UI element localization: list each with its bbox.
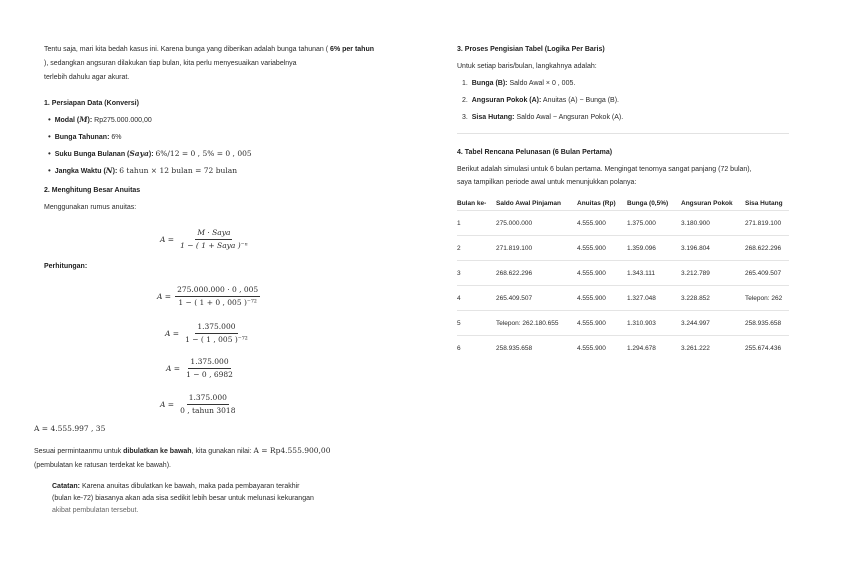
table-cell: 275.000.000: [496, 211, 577, 236]
list-item: • Modal (M): Rp275.000.000,00: [48, 115, 152, 124]
list-item: 1. Bunga (B): Saldo Awal × 0 , 005.: [462, 80, 576, 87]
list-item: • Suku Bunga Bulanan (Saya): 6%/12 = 0 , 5% = 0 , 005: [48, 149, 252, 158]
table-cell: 258.935.658: [745, 311, 789, 336]
step-2: A = $\frac{1.375.000}{\text{1 − ( 1 , 005 )⁻⁷²}}$: [165, 322, 248, 344]
table-cell: 1.310.903: [627, 311, 681, 336]
table-cell: 1.375.000: [627, 211, 681, 236]
perhitungan-label: Perhitungan:: [44, 263, 88, 270]
table-cell: 4.555.900: [577, 261, 627, 286]
table-row: [457, 211, 789, 236]
section-divider: [457, 133, 789, 134]
list-item: • Jangka Waktu (N): 6 tahun × 12 bulan = 72 bulan: [48, 166, 238, 175]
table-cell: 3.196.804: [681, 236, 745, 261]
table-cell: 258.935.658: [496, 336, 577, 361]
table-cell: 4.555.900: [577, 311, 627, 336]
table-row: [457, 261, 789, 286]
table-cell: 255.674.436: [745, 336, 789, 361]
table-row: [457, 286, 789, 311]
table-cell: 4.555.900: [577, 211, 627, 236]
loan-table-container[interactable]: [457, 196, 789, 360]
table-row: [457, 236, 789, 261]
table-cell: 1: [457, 211, 496, 236]
section4-title: 4. Tabel Rencana Pelunasan (6 Bulan Pertama): [457, 149, 613, 156]
loan-table: [457, 196, 789, 360]
intro-text-1: Tentu saja, mari kita bedah kasus ini. Karena bunga yang diberikan adalah bunga tahunan (: [44, 46, 329, 53]
col-header: Saldo Awal Pinjaman: [496, 199, 562, 207]
table-cell: 1.343.111: [627, 261, 681, 286]
col-header: Bulan ke-: [457, 199, 487, 207]
table-cell: 271.819.100: [745, 211, 789, 236]
section2-title: 2. Menghitung Besar Anuitas: [44, 187, 141, 194]
table-cell: 1.294.678: [627, 336, 681, 361]
table-row: [457, 336, 789, 361]
intro-text-2: ), sedangkan angsuran dilakukan tiap bulan, kita perlu menyesuaikan variabelnya: [44, 60, 297, 67]
table-cell: 271.819.100: [496, 236, 577, 261]
list-item: • Bunga Tahunan: 6%: [48, 132, 122, 141]
section1-title: 1. Persiapan Data (Konversi): [44, 100, 139, 107]
intro-text-3: terlebih dahulu agar akurat.: [44, 74, 130, 81]
section4-desc: Berikut adalah simulasi untuk 6 bulan pertama. Mengingat tenornya sangat panjang (72 bulan), saya tampilkan periode awal untuk menunjukkan polanya:: [457, 166, 752, 186]
table-cell: 4.555.900: [577, 336, 627, 361]
list-item: 2. Angsuran Pokok (A): Anuitas (A) − Bunga (B).: [462, 97, 619, 104]
anuitas-result: A = 4.555.997 , 35: [34, 424, 106, 433]
table-cell: 3.228.852: [681, 286, 745, 311]
step-4: A = $\frac{1.375.000}{\text{0 , tahun 3018}}$: [160, 393, 236, 415]
section3-desc: Untuk setiap baris/bulan, langkahnya adalah:: [457, 63, 597, 70]
table-cell: 5: [457, 311, 496, 336]
list-item: 3. Sisa Hutang: Saldo Awal − Angsuran Pokok (A).: [462, 114, 624, 121]
table-cell: Telepon: 262.180.655: [496, 311, 577, 336]
section1-list: [48, 114, 368, 182]
table-cell: 4: [457, 286, 496, 311]
table-cell: 3.244.997: [681, 311, 745, 336]
table-cell: 268.622.296: [745, 236, 789, 261]
rounding-paragraph: Sesuai permintaanmu untuk dibulatkan ke bawah, kita gunakan nilai: A = Rp4.555.900,00 (pembulatan ke ratusan terdekat ke bawah).: [34, 446, 331, 469]
table-cell: 3.261.222: [681, 336, 745, 361]
note-label: Catatan:: [52, 483, 81, 490]
table-cell: 3: [457, 261, 496, 286]
table-cell: 268.622.296: [496, 261, 577, 286]
step-1: A = $\frac{275.000.000 \cdot 0 , 005}{\text{1 − ( 1 + 0 , 005 )⁻⁷²}}$: [157, 285, 259, 307]
table-cell: 1.327.048: [627, 286, 681, 311]
col-header: Sisa Hutang: [745, 199, 783, 207]
table-cell: 4.555.900: [577, 236, 627, 261]
table-header-row: [457, 196, 789, 211]
section3-title: 3. Proses Pengisian Tabel (Logika Per Baris): [457, 46, 605, 53]
anuitas-formula: A = $\frac{\text{M · Saya}}{\text{1 − ( 1 + Saya )⁻ⁿ}}$: [160, 228, 248, 250]
table-cell: 1.359.096: [627, 236, 681, 261]
note-block: Catatan: Karena anuitas dibulatkan ke bawah, maka pada pembayaran terakhir (bulan ke-72) biasanya akan ada sisa sedikit lebih besar untuk melunasi kekurangan akibat pembulatan tersebut.: [52, 483, 314, 514]
intro-paragraph: [44, 44, 394, 83]
table-cell: 4.555.900: [577, 286, 627, 311]
step-3: A = $\frac{1.375.000}{1 - 0 , 6982}$: [166, 357, 233, 379]
table-cell: 265.409.507: [496, 286, 577, 311]
table-cell: 265.409.507: [745, 261, 789, 286]
intro-bold: 6% per tahun: [330, 46, 374, 53]
col-header: Bunga (0,5%): [627, 199, 669, 207]
col-header: Angsuran Pokok: [681, 199, 733, 207]
table-row: [457, 311, 789, 336]
table-cell: 6: [457, 336, 496, 361]
section3-steps: [462, 78, 782, 129]
table-cell: 2: [457, 236, 496, 261]
table-cell: 3.212.789: [681, 261, 745, 286]
table-cell: 3.180.900: [681, 211, 745, 236]
col-header: Anuitas (Rp): [577, 199, 616, 207]
section2-desc: Menggunakan rumus anuitas:: [44, 204, 137, 211]
table-cell: Telepon: 262: [745, 286, 789, 311]
